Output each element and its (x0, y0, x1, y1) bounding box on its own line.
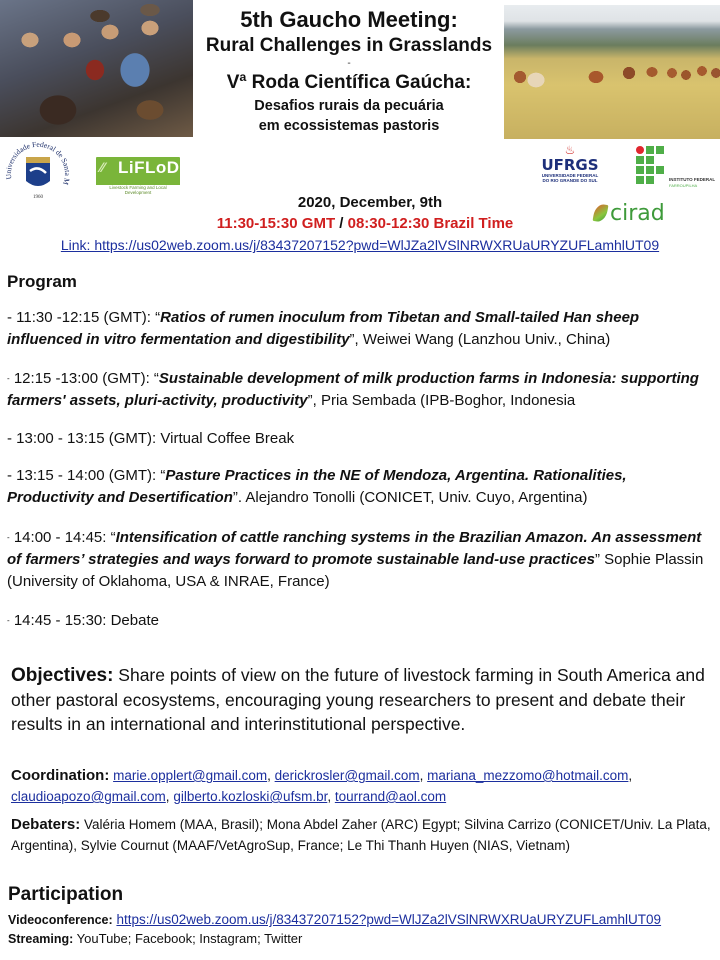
gauchos-painting-image (0, 0, 193, 137)
program-item-6 (7, 610, 717, 632)
cirad-logo (594, 200, 665, 226)
program-item-4-time: - 13:15 - 14:00 (GMT): “ (7, 467, 166, 484)
program-item-4-speaker: ”. Alejandro Tonolli (CONICET, Univ. Cuyo, Argentina) (232, 489, 588, 506)
program-item-3 (7, 428, 717, 450)
debaters-label: Debaters: (11, 816, 81, 833)
ufsm-year: 1960 (33, 195, 43, 200)
zoom-link[interactable]: Link: https://us02web.zoom.us/j/83437207152?pwd=WlJZa2lVSlNRWXRUaURYZUFLamhlUT09 (60, 237, 660, 253)
coordination-email-5[interactable]: gilberto.kozloski@ufsm.br (173, 789, 328, 804)
cattle-grassland-photo (504, 5, 720, 139)
coordination-email-1[interactable]: marie.opplert@gmail.com (113, 768, 268, 783)
program-item-1 (7, 307, 717, 351)
program-item-4 (7, 465, 717, 509)
email-separator: , (419, 768, 428, 783)
participation-heading: Participation (8, 884, 124, 905)
program-item-5-dash: - (7, 533, 10, 543)
if-sub2: FARROUPILHA (669, 183, 698, 188)
ufrgs-sub1: UNIVERSIDADE FEDERAL (541, 173, 599, 178)
ufsm-logo (4, 141, 72, 201)
event-title: 5th Gaucho Meeting: (240, 7, 458, 32)
email-separator: , (267, 768, 275, 783)
ufrgs-logo (538, 143, 602, 193)
ufrgs-sub2: DO RIO GRANDE DO SUL (542, 178, 598, 183)
liflod-mark-icon: ⁄⁄ (100, 159, 105, 175)
streaming-line (8, 930, 302, 948)
title-separator: - (347, 58, 351, 69)
time-separator: / (335, 215, 348, 232)
liflod-tagline: Livestock Farming and Local Development (96, 185, 180, 195)
ufsm-arc-text: Universidade Federal de Santa M (4, 141, 72, 186)
cirad-leaf-icon (593, 203, 609, 223)
if-sub1: INSTITUTO FEDERAL (669, 177, 716, 182)
program-item-5-speaker: ” Sophie Plassin (University of Oklahoma, USA & INRAE, France) (7, 551, 704, 591)
liflod-logo (96, 157, 180, 195)
time-brazil: 08:30-12:30 Brazil Time (347, 215, 514, 232)
streaming-platforms: YouTube; Facebook; Instagram; Twitter (73, 931, 303, 946)
program-item-6-text: 14:45 - 15:30: Debate (13, 612, 159, 629)
coordination-paragraph (11, 765, 716, 807)
event-date: 2020, December, 9th (297, 194, 443, 211)
program-heading: Program (7, 272, 77, 291)
coordination-label: Coordination: (11, 767, 110, 784)
program-item-2-dash: - (7, 374, 10, 384)
instituto-federal-logo (636, 146, 716, 192)
title-block (196, 6, 502, 136)
debaters-paragraph (11, 814, 716, 856)
ufrgs-name: UFRGS (541, 156, 599, 174)
email-separator: , (327, 789, 335, 804)
videoconference-link[interactable]: https://us02web.zoom.us/j/83437207152?pwd=WlJZa2lVSlNRWXRUaURYZUFLamhlUT09 (116, 912, 662, 927)
portuguese-subtitle-line1: Desafios rurais da pecuária (254, 98, 444, 114)
objectives-paragraph (11, 663, 711, 736)
cirad-name: cirad (610, 200, 665, 226)
liflod-name: LiFLoD (118, 158, 180, 177)
objectives-text: Share points of view on the future of livestock farming in South America and other pastoral ecosystems, encouraging young researchers to present and debate their results in an international and interinstitutional perspective. (11, 665, 705, 734)
program-item-3-text: - 13:00 - 13:15 (GMT): Virtual Coffee Break (7, 430, 295, 447)
objectives-label: Objectives: (11, 665, 114, 686)
videoconference-label: Videoconference: (8, 913, 113, 927)
program-item-5-time: 14:00 - 14:45: “ (13, 529, 116, 546)
coordination-email-4[interactable]: claudioapozo@gmail.com (11, 789, 166, 804)
program-item-2-title: Sustainable development of milk production farms in Indonesia: supporting farmers' assets, pluri-activity, productivity (7, 370, 699, 410)
program-item-1-time: - 11:30 -12:15 (GMT): “ (7, 309, 161, 326)
if-grid-icon (636, 146, 666, 192)
coordination-email-2[interactable]: derickrosler@gmail.com (274, 768, 420, 783)
zoom-link-container (0, 236, 720, 254)
time-gmt: 11:30-15:30 GMT (216, 215, 336, 232)
program-item-5-title: Intensification of cattle ranching systems in the Brazilian Amazon. An assessment of farmers’ strategies and ways forward to promote sustainable land-use practices (7, 529, 702, 569)
debaters-text: Valéria Homem (MAA, Brasil); Mona Abdel Zaher (ARC) Egypt; Silvina Carrizo (CONICET/Univ. La Plata, Argentina), Sylvie Cournut (MAAF/VetAgroSup, France; Le Thi Thanh Huyen (NIAS, Vietnam) (11, 817, 711, 853)
program-item-4-title: Pasture Practices in the NE of Mendoza, Argentina. Rationalities, Productivity and Desertification (7, 467, 627, 506)
coordination-email-3[interactable]: mariana_mezzomo@hotmail.com (427, 768, 629, 783)
streaming-label: Streaming: (8, 932, 74, 946)
portuguese-title: Vª Roda Científica Gaúcha: (226, 72, 472, 93)
program-item-2-time: 12:15 -13:00 (GMT): “ (13, 370, 159, 387)
program-item-1-title: Ratios of rumen inoculum from Tibetan and Small-tailed Han sheep influenced in vitro fermentation and digestibility (7, 309, 640, 348)
email-separator: , (165, 789, 174, 804)
email-separator: , (628, 768, 633, 783)
event-subtitle: Rural Challenges in Grasslands (205, 35, 493, 56)
program-item-6-dash: - (7, 616, 10, 626)
program-item-2-speaker: ”, Pria Sembada (IPB-Boghor, Indonesia (307, 392, 576, 410)
videoconference-line (8, 911, 720, 929)
coordination-email-6[interactable]: tourrand@aol.com (334, 789, 447, 804)
event-times (190, 214, 540, 234)
program-item-1-speaker: ”, Weiwei Wang (Lanzhou Univ., China) (349, 331, 611, 348)
ufrgs-flame-icon: ♨ (564, 143, 576, 157)
portuguese-subtitle-line2: em ecossistemas pastoris (258, 118, 440, 134)
program-item-2 (7, 368, 717, 412)
program-item-5 (7, 527, 717, 593)
